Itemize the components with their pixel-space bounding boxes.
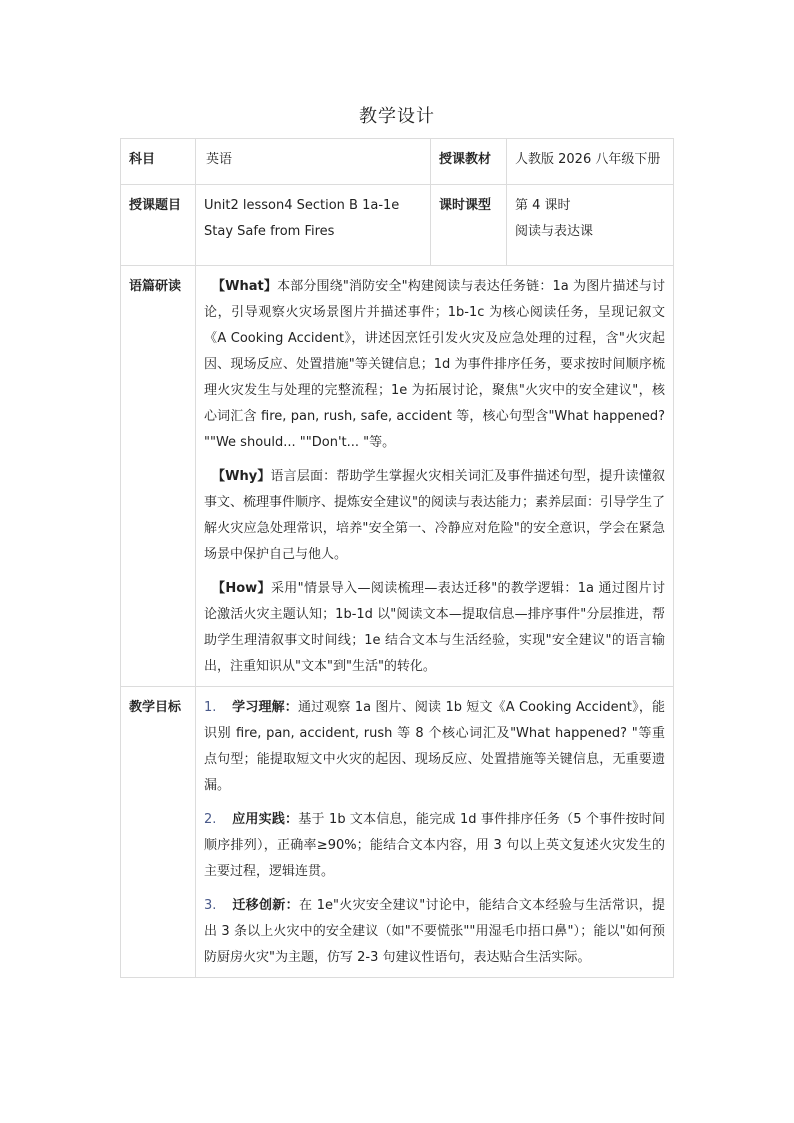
- lesson-plan-table: [120, 138, 674, 978]
- goal-item-1: [204, 695, 665, 799]
- goals-content: [196, 687, 674, 978]
- analysis-label: 语篇研读: [121, 266, 196, 687]
- analysis-content: [196, 266, 674, 687]
- textbook-value: 人教版 2026 八年级下册: [507, 139, 674, 185]
- goal-key: 迁移创新：: [232, 898, 299, 913]
- goal-item-3: [204, 893, 665, 971]
- why-tag: 【Why】: [212, 469, 271, 484]
- document-title: 教学设计: [359, 106, 435, 127]
- lesson-type-label: 课时课型: [431, 185, 507, 266]
- lesson-type-line-2: 阅读与表达课: [515, 224, 594, 239]
- table-row-goals: [121, 687, 674, 978]
- lesson-type-line-1: 第 4 课时: [515, 198, 571, 213]
- goal-text: 通过观察 1a 图片、阅读 1b 短文《A Cooking Accident》，能识别 fire, pan, accident, rush 等 8 个核心词汇及"What happened? "等重点句型；能提取短文中火灾的起因、现场反应、处置措施等关键信息，无重要遗漏。: [204, 700, 665, 793]
- table-row-subject: [121, 139, 674, 185]
- goal-number: 1.: [204, 700, 217, 715]
- goal-item-2: [204, 807, 665, 885]
- topic-line-2: Stay Safe from Fires: [204, 224, 335, 239]
- what-text: 本部分围绕"消防安全"构建阅读与表达任务链：1a 为图片描述与讨论，引导观察火灾场景图片并描述事件；1b-1c 为核心阅读任务，呈现记叙文《A Cooking Accident》，讲述因烹饪引发火灾及应急处理的过程，含"火灾起因、现场反应、处置措施"等关键信息；1d 为事件排序任务，要求按时间顺序梳理火灾发生与处理的完整流程；1e 为拓展讨论，聚焦"火灾中的安全建议"，核心词汇含 fire, pan, rush, safe, accident 等，核心句型含"What happened? ""We should... ""Don't... "等。: [204, 279, 665, 450]
- what-tag: 【What】: [212, 279, 278, 294]
- why-text: 语言层面：帮助学生掌握火灾相关词汇及事件描述句型，提升读懂叙事文、梳理事件顺序、提炼安全建议"的阅读与表达能力；素养层面：引导学生了解火灾应急处理常识，培养"安全第一、冷静应对危险"的安全意识，学会在紧急场景中保护自己与他人。: [204, 469, 665, 562]
- subject-value: 英语: [196, 139, 431, 185]
- goal-key: 学习理解：: [232, 700, 298, 715]
- how-tag: 【How】: [212, 581, 271, 596]
- goal-text: 在 1e"火灾安全建议"讨论中，能结合文本经验与生活常识，提出 3 条以上火灾中的安全建议（如"不要慌张""用湿毛巾捂口鼻"）；能以"如何预防厨房火灾"为主题，仿写 2-3 句建议性语句，表达贴合生活实际。: [204, 898, 665, 965]
- goal-number: 3.: [204, 898, 217, 913]
- table-row-topic: [121, 185, 674, 266]
- topic-line-1: Unit2 lesson4 Section B 1a-1e: [204, 198, 400, 213]
- what-paragraph: [204, 274, 665, 456]
- table-row-analysis: [121, 266, 674, 687]
- how-paragraph: [204, 576, 665, 680]
- goal-text: 基于 1b 文本信息，能完成 1d 事件排序任务（5 个事件按时间顺序排列），正确率≥90%；能结合文本内容，用 3 句以上英文复述火灾发生的主要过程，逻辑连贯。: [204, 812, 665, 879]
- subject-label: 科目: [121, 139, 196, 185]
- topic-value: [196, 185, 431, 266]
- how-text: 采用"情景导入—阅读梳理—表达迁移"的教学逻辑：1a 通过图片讨论激活火灾主题认知；1b-1d 以"阅读文本—提取信息—排序事件"分层推进，帮助学生理清叙事文时间线；1e 结合文本与生活经验，实现"安全建议"的语言输出，注重知识从"文本"到"生活"的转化。: [204, 581, 665, 674]
- topic-label: 授课题目: [121, 185, 196, 266]
- why-paragraph: [204, 464, 665, 568]
- goal-number: 2.: [204, 812, 217, 827]
- goal-key: 应用实践：: [232, 812, 299, 827]
- lesson-type-value: [507, 185, 674, 266]
- textbook-label: 授课教材: [431, 139, 507, 185]
- goals-label: 教学目标: [121, 687, 196, 978]
